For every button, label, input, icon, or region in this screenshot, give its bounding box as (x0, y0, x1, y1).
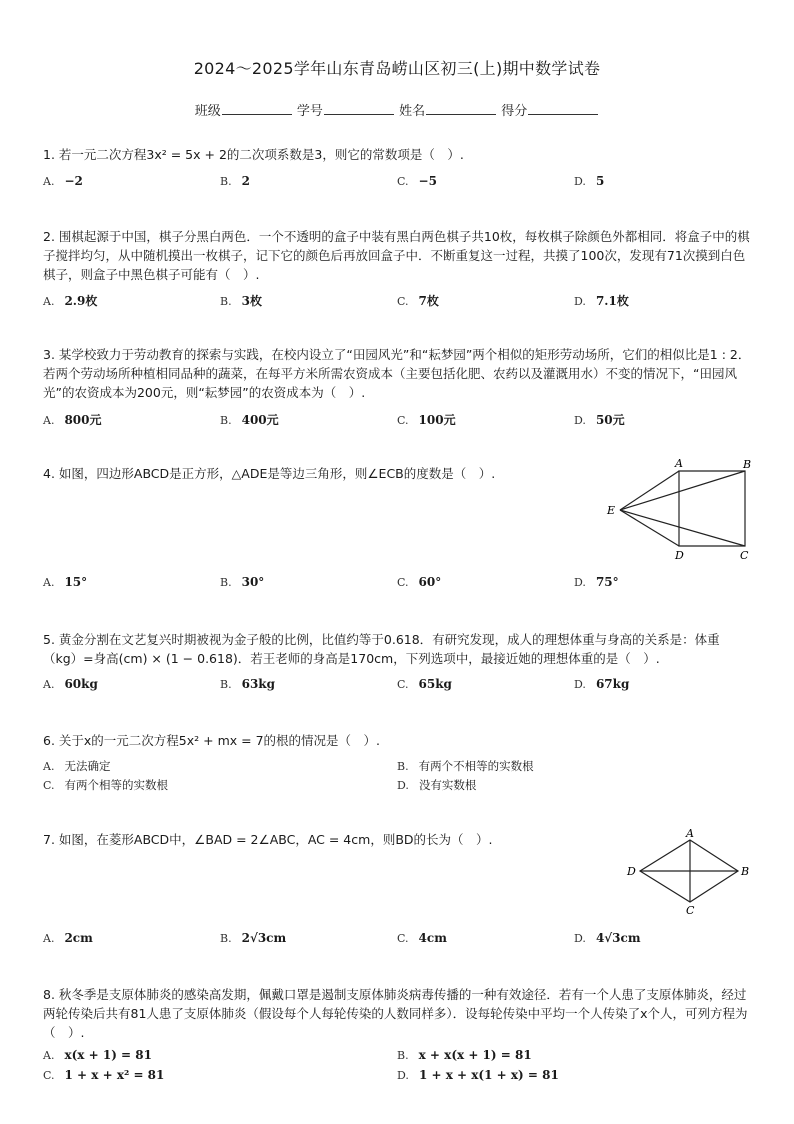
question-5-stem: 5. 黄金分割在文艺复兴时期被视为金子般的比例，比值约等于0.618．有研究发现，成人的理想体重与身高的关系是：体重（kg）=身高(cm) × (1 − 0.618)．若王老师的身高是170cm，下列选项中，最接近她的理想体重的是（ ）. (43, 632, 720, 666)
option-b[interactable] (220, 931, 286, 945)
option-letter: D. (397, 1069, 409, 1082)
option-text: 800元 (64, 413, 102, 427)
question-4-figure (604, 458, 754, 564)
class-blank (222, 102, 292, 115)
question-5 (43, 630, 753, 668)
option-text: 4√3cm (595, 931, 641, 945)
segment-ea (620, 471, 679, 510)
option-text: 有两个不相等的实数根 (418, 759, 534, 773)
option-c[interactable] (397, 292, 439, 309)
question-1 (43, 145, 753, 164)
label-a: A (675, 458, 683, 470)
question-2-stem: 2. 围棋起源于中国，棋子分黑白两色．一个不透明的盒子中装有黑白两色棋子共10枚，每枚棋子除颜色外都相同．将盒子中的棋子搅拌均匀，从中随机摸出一枚棋子，记下它的颜色后再放回盒子中．不断重复这一过程，共摸了100次，发现有71次摸到白色棋子，则盒子中黑色棋子可能有（ ）. (43, 229, 750, 282)
option-text: x(x + 1) = 81 (64, 1048, 152, 1062)
option-c[interactable] (397, 677, 452, 691)
option-c[interactable] (43, 1068, 164, 1082)
option-letter: C. (43, 779, 55, 792)
segment-eb (620, 471, 745, 510)
option-letter: D. (574, 678, 586, 691)
option-letter: B. (397, 760, 409, 773)
option-b[interactable] (397, 1048, 532, 1062)
option-a[interactable] (43, 411, 102, 428)
question-2 (43, 227, 753, 284)
option-text: 有两个相等的实数根 (64, 778, 169, 792)
option-a[interactable] (43, 677, 98, 691)
option-c[interactable] (397, 575, 441, 589)
option-letter: A. (43, 932, 55, 945)
question-1-stem: 1. 若一元二次方程3x² = 5x + 2的二次项系数是3，则它的常数项是（ ）. (43, 147, 464, 162)
label-e: E (607, 504, 616, 517)
option-a[interactable] (43, 1048, 152, 1062)
option-letter: D. (574, 414, 586, 427)
option-b[interactable] (220, 411, 279, 428)
option-letter: D. (574, 175, 586, 188)
question-4 (43, 464, 583, 483)
question-8 (43, 985, 753, 1042)
option-letter: C. (43, 1069, 55, 1082)
option-d[interactable] (574, 411, 625, 428)
option-letter: A. (43, 760, 55, 773)
option-text: 60° (418, 575, 442, 589)
option-letter: D. (574, 576, 586, 589)
page-title: 2024～2025学年山东青岛崂山区初三(上)期中数学试卷 (193, 59, 601, 78)
option-b[interactable] (220, 292, 262, 309)
option-letter: A. (43, 295, 55, 308)
question-7-figure (624, 826, 754, 918)
option-letter: C. (397, 932, 409, 945)
option-text: 无法确定 (64, 759, 111, 773)
option-text: 30° (241, 575, 265, 589)
option-text: 2 (241, 174, 250, 188)
option-b[interactable] (220, 677, 275, 691)
option-c[interactable] (397, 411, 456, 428)
option-a[interactable] (43, 292, 97, 309)
option-text: −5 (418, 174, 437, 188)
option-text: −2 (64, 174, 83, 188)
option-b[interactable] (397, 758, 534, 774)
question-7 (43, 830, 603, 849)
name-blank (426, 102, 496, 115)
option-letter: D. (397, 779, 409, 792)
option-text: 3枚 (241, 294, 262, 308)
option-letter: C. (397, 576, 409, 589)
question-6-stem: 6. 关于x的一元二次方程5x² + mx = 7的根的情况是（ ）. (43, 733, 381, 748)
student-id-blank (324, 102, 394, 115)
option-text: 100元 (418, 413, 456, 427)
option-letter: A. (43, 175, 55, 188)
option-c[interactable] (43, 777, 168, 793)
option-letter: A. (43, 576, 55, 589)
label-d: D (627, 865, 636, 878)
segment-ec (620, 510, 745, 546)
option-c[interactable] (397, 931, 447, 945)
option-letter: B. (220, 932, 232, 945)
option-text: 60kg (64, 677, 98, 691)
label-d: D (675, 549, 684, 562)
option-d[interactable] (574, 677, 629, 691)
option-text: 2.9枚 (64, 294, 98, 308)
question-4-stem: 4. 如图，四边形ABCD是正方形，△ADE是等边三角形，则∠ECB的度数是（ ）. (43, 466, 496, 481)
option-text: 50元 (595, 413, 625, 427)
option-c[interactable] (397, 174, 437, 188)
option-text: 15° (64, 575, 88, 589)
option-text: 75° (595, 575, 619, 589)
option-d[interactable] (574, 575, 619, 589)
option-a[interactable] (43, 575, 87, 589)
option-text: x + x(x + 1) = 81 (418, 1048, 532, 1062)
option-text: 65kg (418, 677, 452, 691)
info-label-score: 得分 (501, 104, 528, 119)
option-b[interactable] (220, 575, 264, 589)
option-letter: C. (397, 678, 409, 691)
question-8-stem: 8. 秋冬季是支原体肺炎的感染高发期，佩戴口罩是遏制支原体肺炎病毒传播的一种有效途径．若有一个人患了支原体肺炎，经过两轮传染后共有81人患了支原体肺炎（假设每个人每轮传染的人数同样多）．设每轮传染中平均一个人传染了x个人，可列方程为（ ）. (43, 987, 748, 1040)
question-7-stem: 7. 如图，在菱形ABCD中，∠BAD = 2∠ABC，AC = 4cm，则BD的长为（ ）. (43, 832, 493, 847)
option-letter: D. (574, 932, 586, 945)
option-letter: C. (397, 175, 409, 188)
option-b[interactable] (220, 174, 250, 188)
label-c: C (686, 904, 695, 917)
square-abcd (679, 471, 745, 546)
option-text: 5 (595, 174, 605, 188)
option-text: 67kg (595, 677, 630, 691)
option-a[interactable] (43, 931, 93, 945)
option-d[interactable] (574, 931, 641, 945)
info-label-class: 班级 (194, 104, 221, 119)
option-d[interactable] (574, 174, 604, 188)
option-letter: C. (397, 295, 409, 308)
option-a[interactable] (43, 758, 110, 774)
option-letter: A. (43, 414, 55, 427)
score-blank (528, 102, 598, 115)
option-text: 400元 (241, 413, 279, 427)
option-letter: B. (397, 1049, 409, 1062)
option-letter: A. (43, 1049, 55, 1062)
label-b: B (743, 458, 752, 471)
option-letter: B. (220, 175, 232, 188)
option-d[interactable] (574, 292, 629, 309)
option-text: 2cm (64, 931, 93, 945)
label-a: A (686, 827, 694, 840)
info-label-student-id: 学号 (296, 104, 323, 119)
question-3-stem: 3. 某学校致力于劳动教育的探索与实践，在校内设立了“田园风光”和“耘梦园”两个相似的矩形劳动场所，它们的相似比是1 : 2．若两个劳动场所种植相同品种的蔬菜，在每平方米所需农资成本（主要包括化肥、农药以及灌溉用水）不变的情况下，“田园风光”的农资成本为200元，则“耘梦园”的农资成本为（ ）. (43, 347, 751, 400)
option-text: 2√3cm (241, 931, 287, 945)
question-3 (43, 345, 753, 402)
option-letter: A. (43, 678, 55, 691)
option-text: 7.1枚 (595, 294, 629, 308)
option-d[interactable] (397, 777, 476, 793)
option-letter: B. (220, 295, 232, 308)
option-text: 63kg (241, 677, 275, 691)
label-c: C (740, 549, 749, 562)
option-d[interactable] (397, 1068, 559, 1082)
question-6 (43, 731, 753, 750)
student-info-row (0, 100, 794, 119)
segment-ed (620, 510, 679, 546)
option-text: 1 + x + x² = 81 (64, 1068, 165, 1082)
option-text: 1 + x + x(1 + x) = 81 (418, 1068, 559, 1082)
option-text: 4cm (418, 931, 447, 945)
option-letter: B. (220, 414, 232, 427)
info-label-name: 姓名 (399, 104, 426, 119)
option-text: 没有实数根 (418, 778, 477, 792)
option-text: 7枚 (418, 294, 439, 308)
option-letter: C. (397, 414, 409, 427)
option-a[interactable] (43, 174, 83, 188)
option-letter: B. (220, 678, 232, 691)
option-letter: D. (574, 295, 586, 308)
option-letter: B. (220, 576, 232, 589)
label-b: B (741, 865, 750, 878)
